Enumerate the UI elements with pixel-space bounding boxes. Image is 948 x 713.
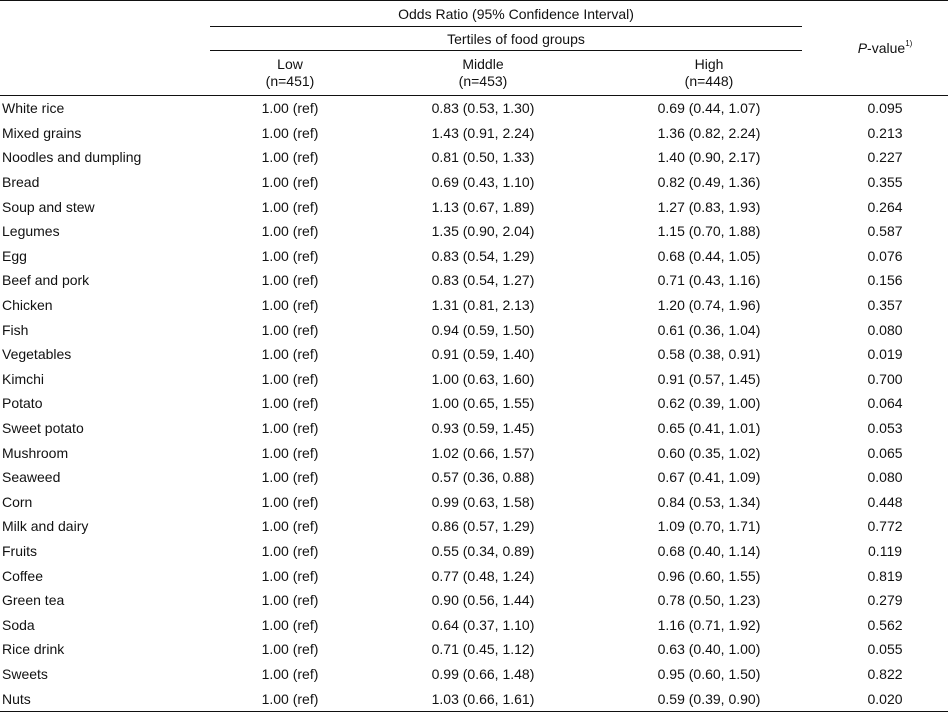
low-cell: 1.00 (ref) (261, 567, 319, 584)
table-row (0, 244, 948, 269)
food-cell: Egg (2, 247, 27, 264)
middle-cell: 1.02 (0.66, 1.57) (431, 444, 535, 461)
high-cell: 1.15 (0.70, 1.88) (657, 223, 761, 240)
middle-cell: 0.83 (0.54, 1.29) (431, 247, 535, 264)
header-p-rest: -value (867, 40, 906, 56)
middle-cell: 0.64 (0.37, 1.10) (431, 616, 535, 633)
food-cell: Fruits (2, 542, 37, 559)
header-middle-n: (n=453) (458, 73, 508, 89)
high-cell: 1.20 (0.74, 1.96) (657, 297, 761, 314)
low-cell: 1.00 (ref) (261, 616, 319, 633)
table-row (0, 440, 948, 465)
table-row (0, 563, 948, 588)
high-cell: 0.71 (0.43, 1.16) (657, 272, 761, 289)
middle-cell: 1.13 (0.67, 1.89) (431, 198, 535, 215)
header-high (596, 51, 822, 96)
middle-cell: 0.99 (0.63, 1.58) (431, 493, 535, 510)
header-blank-3 (0, 51, 210, 96)
table-header (0, 1, 948, 96)
low-cell: 1.00 (ref) (261, 469, 319, 486)
table-row (0, 612, 948, 637)
table-row (0, 317, 948, 342)
header-blank-2 (0, 27, 210, 51)
p-value-cell: 0.448 (867, 493, 903, 510)
p-value-cell: 0.156 (867, 272, 903, 289)
middle-cell: 1.03 (0.66, 1.61) (370, 686, 596, 711)
high-cell: 0.82 (0.49, 1.36) (657, 174, 761, 191)
p-value-cell: 0.213 (867, 124, 903, 141)
header-high-n: (n=448) (684, 73, 734, 89)
food-cell: Mushroom (2, 444, 69, 461)
middle-cell: 0.90 (0.56, 1.44) (431, 592, 535, 609)
high-cell: 0.68 (0.44, 1.05) (657, 247, 761, 264)
header-p-value (822, 1, 948, 96)
table-row (0, 686, 948, 711)
food-cell: Fish (2, 321, 29, 338)
middle-cell: 1.43 (0.91, 2.24) (431, 124, 535, 141)
p-value-cell: 0.822 (867, 665, 903, 682)
middle-cell: 0.81 (0.50, 1.33) (431, 149, 535, 166)
p-value-cell: 0.019 (867, 346, 903, 363)
high-cell: 0.60 (0.35, 1.02) (657, 444, 761, 461)
food-cell: Mixed grains (2, 124, 82, 141)
header-odds-ratio (210, 1, 822, 28)
high-cell: 1.27 (0.83, 1.93) (657, 198, 761, 215)
food-cell: Potato (2, 395, 43, 412)
low-cell: 1.00 (ref) (261, 100, 319, 117)
p-value-cell: 0.264 (867, 198, 903, 215)
middle-cell: 0.55 (0.34, 0.89) (431, 542, 535, 559)
food-cell: Sweet potato (2, 420, 84, 437)
table-row (0, 293, 948, 318)
middle-cell: 0.69 (0.43, 1.10) (431, 174, 535, 191)
low-cell: 1.00 (ref) (261, 272, 319, 289)
low-cell: 1.00 (ref) (261, 124, 319, 141)
food-cell: Beef and pork (2, 272, 90, 289)
middle-cell: 1.00 (0.63, 1.60) (431, 370, 535, 387)
middle-cell: 0.83 (0.53, 1.30) (431, 100, 535, 117)
p-value-cell: 0.587 (867, 223, 903, 240)
high-cell: 0.68 (0.40, 1.14) (657, 542, 761, 559)
table-row (0, 342, 948, 367)
food-cell: Soda (2, 616, 35, 633)
food-cell: Sweets (2, 665, 48, 682)
header-middle-label: Middle (462, 56, 504, 72)
table-row (0, 96, 948, 121)
high-cell: 0.61 (0.36, 1.04) (657, 321, 761, 338)
p-value-cell: 0.119 (868, 542, 903, 559)
table-row (0, 588, 948, 613)
header-middle (370, 51, 596, 96)
low-cell: 1.00 (ref) (261, 518, 319, 535)
middle-cell: 1.00 (0.65, 1.55) (431, 395, 535, 412)
low-cell: 1.00 (ref) (261, 444, 319, 461)
high-cell: 0.58 (0.38, 0.91) (657, 346, 761, 363)
header-p-italic: P (857, 40, 868, 56)
table-row (0, 268, 948, 293)
food-cell: Coffee (2, 567, 43, 584)
table-row (0, 121, 948, 146)
p-value-cell: 0.055 (867, 641, 903, 658)
low-cell: 1.00 (ref) (261, 297, 319, 314)
middle-cell: 0.57 (0.36, 0.88) (431, 469, 535, 486)
table-row (0, 539, 948, 564)
food-cell: Vegetables (2, 346, 72, 363)
table-row (0, 391, 948, 416)
food-cell: Noodles and dumpling (2, 149, 142, 166)
header-low-n: (n=451) (265, 73, 315, 89)
high-cell: 0.65 (0.41, 1.01) (657, 420, 761, 437)
p-value-cell: 0.355 (867, 174, 903, 191)
food-cell: Seaweed (2, 469, 61, 486)
low-cell: 1.00 (ref) (261, 174, 319, 191)
low-cell: 1.00 (ref) (261, 592, 319, 609)
middle-cell: 1.31 (0.81, 2.13) (431, 297, 535, 314)
p-value-cell: 0.700 (867, 370, 903, 387)
table-row (0, 194, 948, 219)
low-cell: 1.00 (ref) (210, 686, 370, 711)
low-cell: 1.00 (ref) (261, 223, 319, 240)
table-row (0, 416, 948, 441)
header-tertiles (210, 27, 822, 51)
food-cell: Kimchi (2, 370, 45, 387)
low-cell: 1.00 (ref) (261, 346, 319, 363)
high-cell: 0.91 (0.57, 1.45) (657, 370, 761, 387)
food-cell: Soup and stew (2, 198, 95, 215)
low-cell: 1.00 (ref) (261, 198, 319, 215)
p-value-cell: 0.076 (867, 247, 903, 264)
table-row (0, 145, 948, 170)
high-cell: 1.16 (0.71, 1.92) (657, 616, 761, 633)
low-cell: 1.00 (ref) (261, 370, 319, 387)
table-row (0, 490, 948, 515)
food-cell: Bread (2, 174, 40, 191)
table-row (0, 514, 948, 539)
p-value-cell: 0.819 (867, 567, 903, 584)
p-value-cell: 0.279 (867, 592, 903, 609)
header-odds-ratio-label: Odds Ratio (95% Confidence Interval) (398, 6, 634, 22)
low-cell: 1.00 (ref) (261, 420, 319, 437)
header-tertiles-rule (210, 50, 802, 51)
low-cell: 1.00 (ref) (261, 665, 319, 682)
low-cell: 1.00 (ref) (261, 542, 319, 559)
high-cell: 0.62 (0.39, 1.00) (657, 395, 761, 412)
high-cell: 0.59 (0.39, 0.90) (596, 686, 822, 711)
food-cell: Chicken (2, 297, 53, 314)
p-value-cell: 0.562 (867, 616, 903, 633)
p-value-cell: 0.080 (867, 469, 903, 486)
low-cell: 1.00 (ref) (261, 149, 319, 166)
table-row (0, 637, 948, 662)
middle-cell: 1.35 (0.90, 2.04) (431, 223, 535, 240)
middle-cell: 0.99 (0.66, 1.48) (431, 665, 535, 682)
p-value-cell: 0.065 (867, 444, 903, 461)
middle-cell: 0.83 (0.54, 1.27) (431, 272, 535, 289)
high-cell: 0.69 (0.44, 1.07) (657, 100, 761, 117)
p-value-cell: 0.227 (867, 149, 903, 166)
low-cell: 1.00 (ref) (261, 641, 319, 658)
high-cell: 0.84 (0.53, 1.34) (657, 493, 761, 510)
low-cell: 1.00 (ref) (261, 395, 319, 412)
middle-cell: 0.91 (0.59, 1.40) (431, 346, 535, 363)
middle-cell: 0.86 (0.57, 1.29) (431, 518, 535, 535)
header-high-label: High (694, 56, 724, 72)
p-value-cell: 0.080 (867, 321, 903, 338)
food-cell: Rice drink (2, 641, 65, 658)
p-value-cell: 0.064 (867, 395, 903, 412)
table-row (0, 465, 948, 490)
header-tertiles-label: Tertiles of food groups (447, 31, 585, 47)
middle-cell: 0.94 (0.59, 1.50) (431, 321, 535, 338)
p-value-cell: 0.053 (867, 420, 903, 437)
food-cell: Legumes (2, 223, 60, 240)
header-p-footnote: 1) (905, 39, 913, 48)
high-cell: 1.36 (0.82, 2.24) (657, 124, 761, 141)
table-row (0, 662, 948, 687)
food-cell: Milk and dairy (2, 518, 89, 535)
high-cell: 0.96 (0.60, 1.55) (657, 567, 761, 584)
p-value-cell: 0.020 (822, 686, 948, 711)
food-cell: Nuts (0, 686, 210, 711)
header-blank (0, 1, 210, 28)
table-body (0, 96, 948, 712)
high-cell: 1.09 (0.70, 1.71) (657, 518, 761, 535)
table-row (0, 219, 948, 244)
p-value-cell: 0.772 (867, 518, 903, 535)
p-value-cell: 0.357 (867, 297, 903, 314)
food-cell: Corn (2, 493, 33, 510)
middle-cell: 0.93 (0.59, 1.45) (431, 420, 535, 437)
food-cell: Green tea (2, 592, 65, 609)
middle-cell: 0.77 (0.48, 1.24) (431, 567, 535, 584)
low-cell: 1.00 (ref) (261, 321, 319, 338)
header-low-label: Low (277, 56, 303, 72)
header-low (210, 51, 370, 96)
high-cell: 0.67 (0.41, 1.09) (657, 469, 761, 486)
food-cell: White rice (2, 100, 65, 117)
table-row (0, 367, 948, 392)
high-cell: 1.40 (0.90, 2.17) (657, 149, 761, 166)
low-cell: 1.00 (ref) (261, 493, 319, 510)
p-value-cell: 0.095 (867, 100, 903, 117)
high-cell: 0.78 (0.50, 1.23) (657, 592, 761, 609)
high-cell: 0.63 (0.40, 1.00) (657, 641, 761, 658)
low-cell: 1.00 (ref) (261, 247, 319, 264)
middle-cell: 0.71 (0.45, 1.12) (431, 641, 535, 658)
high-cell: 0.95 (0.60, 1.50) (657, 665, 761, 682)
table-row (0, 170, 948, 195)
